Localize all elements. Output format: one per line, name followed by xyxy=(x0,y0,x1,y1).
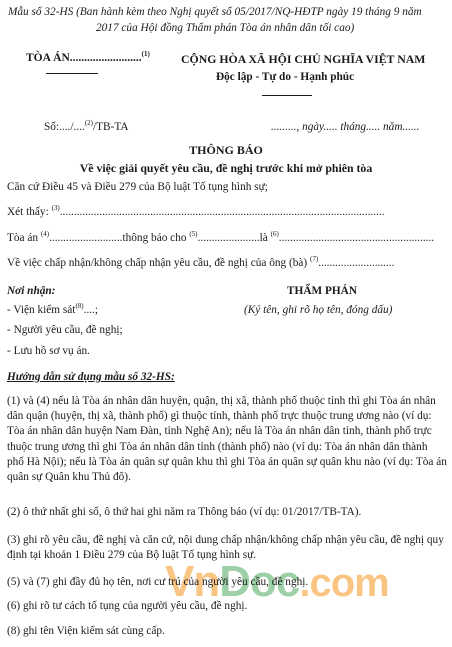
guide-paragraph-6: (8) ghi tên Viện kiểm sát cùng cấp. xyxy=(7,625,165,637)
watermark-part-com: .com xyxy=(299,561,389,605)
court-underline xyxy=(46,73,98,74)
considering-footnote: (3) xyxy=(51,204,60,213)
court-notice-blank2: ......................là xyxy=(197,232,268,244)
court-notice-footnote4: (4) xyxy=(40,230,50,239)
court-notice-label: Tòa án xyxy=(7,232,39,244)
judge-title: THẨM PHÁN xyxy=(287,285,357,297)
court-notice-footnote5: (5) xyxy=(189,230,198,239)
guide-paragraph-5: (6) ghi rõ tư cách tố tụng của người yêu cầu, đề nghị. xyxy=(7,600,248,612)
guide-heading: Hướng dẫn sử dụng mẫu số 32-HS: xyxy=(7,371,175,383)
watermark-part-doc: Doc xyxy=(219,557,300,606)
document-number xyxy=(44,121,128,133)
approval-blank: ........................... xyxy=(318,257,395,269)
approval-footnote: (7) xyxy=(310,255,319,264)
court-name-footnote: (1) xyxy=(141,50,150,59)
form-header-note-line1: Mẫu số 32-HS (Ban hành kèm theo Nghị quyết số 05/2017/NQ-HĐTP ngày 19 tháng 9 năm xyxy=(8,6,422,18)
national-motto: Độc lập - Tự do - Hạnh phúc xyxy=(216,71,355,83)
guide-paragraph-3: (3) ghi rõ yêu cầu, đề nghị và căn cứ, nội dung chấp nhận/không chấp nhận yêu cầu, đề nghị quy định tại khoản 1 Điều 279 của Bộ luật Tố tụng hình sự. xyxy=(7,534,444,562)
guide-paragraph-2: (2) ô thứ nhất ghi số, ô thứ hai ghi năm ra Thông báo (ví dụ: 01/2017/TB-TA). xyxy=(7,506,362,518)
document-number-footnote: (2) xyxy=(84,119,93,128)
guide-paragraph-1: (1) và (4) nếu là Tòa án nhân dân huyện, quận, thị xã, thành phố thuộc tỉnh thì ghi Tòa án nhân dân quận (huyện, thị xã, thành phố) gì thuộc tỉnh, thành phố trực thuộc trung ương nào (ví dụ: Tòa án nhân dân huyện Nam Đàn, tỉnh Nghệ An); nếu là Tòa án nhân dân tỉnh, thành phố trực thuộc trung ương thì ghi Tòa án nhân dân tỉnh (thành phố) nào (ví dụ: Tòa án nhân dân thành phố Hà Nội); nếu là Tòa án quân sự quân khu thì ghi Tòa án quân sự quân khu nào (ví dụ: Tòa án quân sự Quân khu Thủ đô). xyxy=(7,395,447,484)
guide-paragraph-4: (5) và (7) ghi đầy đủ họ tên, nơi cư trú của người yêu cầu, đề nghị. xyxy=(7,576,309,588)
recipient-procuracy-text: - Viện kiểm sát xyxy=(7,304,76,316)
recipient-requester: - Người yêu cầu, đề nghị; xyxy=(7,324,123,336)
court-notice-blank3: ....................................................... xyxy=(278,232,435,244)
court-notice-line xyxy=(7,232,434,244)
considering-label: Xét thấy: xyxy=(7,206,49,218)
recipients-heading: Nơi nhận: xyxy=(7,285,56,297)
watermark-part-vn: Vn xyxy=(165,557,220,606)
court-name-text: TÒA ÁN......................... xyxy=(26,52,142,64)
document-subtitle: Về việc giải quyết yêu cầu, đề nghị trước khi mở phiên tòa xyxy=(79,161,373,175)
legal-basis: Căn cứ Điều 45 và Điều 279 của Bộ luật Tố tụng hình sự; xyxy=(7,181,268,193)
signature-note: (Ký tên, ghi rõ họ tên, đóng dấu) xyxy=(244,304,393,316)
recipient-archive: - Lưu hồ sơ vụ án. xyxy=(7,345,91,357)
recipient-procuracy xyxy=(7,304,98,316)
national-title: CỘNG HÒA XÃ HỘI CHỦ NGHĨA VIỆT NAM xyxy=(181,52,426,66)
document-title: THÔNG BÁO xyxy=(189,143,263,157)
approval-line xyxy=(7,257,394,269)
considering-blank: ................................................................................................................... xyxy=(59,206,385,218)
court-notice-blank1: ..........................thông báo cho xyxy=(49,232,187,244)
approval-text: Về việc chấp nhận/không chấp nhận yêu cầu, đề nghị của ông (bà) xyxy=(7,257,308,269)
motto-underline xyxy=(262,95,312,96)
recipient-procuracy-footnote: (8) xyxy=(75,302,84,311)
considering-line xyxy=(7,206,385,218)
recipient-procuracy-blank: ....; xyxy=(83,304,99,316)
form-header-note-line2: 2017 của Hội đồng Thẩm phán Tòa án nhân dân tối cao) xyxy=(96,22,355,34)
document-number-prefix: Số:..../.... xyxy=(44,121,85,133)
court-name-label xyxy=(26,52,150,64)
document-number-suffix: /TB-TA xyxy=(92,121,129,133)
document-date: ........., ngày..... tháng..... năm...... xyxy=(271,121,420,133)
court-notice-footnote6: (6) xyxy=(270,230,279,239)
